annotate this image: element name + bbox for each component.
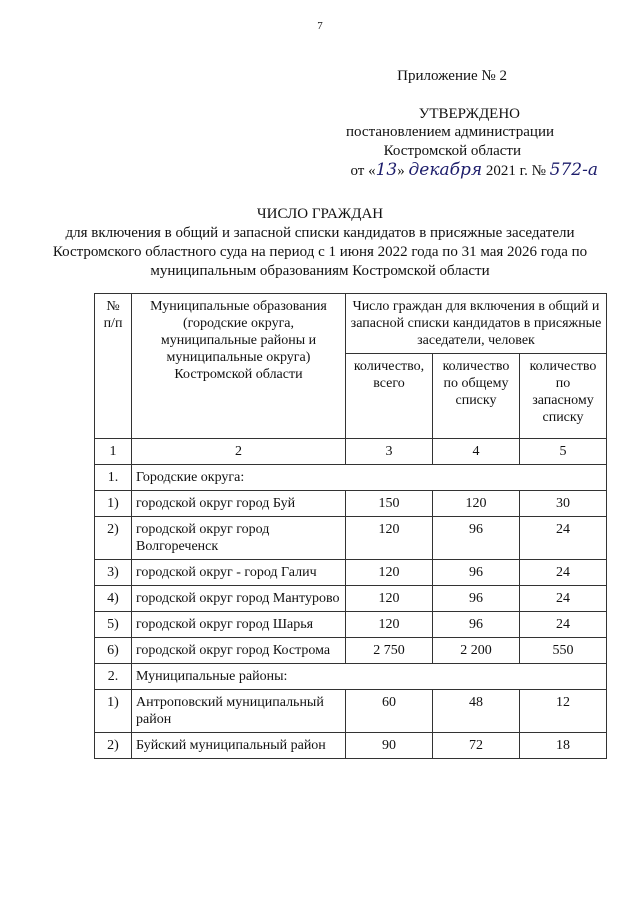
- row-total: 120: [346, 517, 433, 560]
- table-header-row: [95, 294, 607, 354]
- row-name: городской округ - город Галич: [132, 560, 346, 586]
- header-total: количество, всего: [346, 354, 433, 439]
- approved-heading: УТВЕРЖДЕНО: [418, 106, 520, 122]
- row-total: 90: [346, 733, 433, 759]
- date-mid: »: [397, 163, 405, 179]
- row-no: 2): [95, 733, 132, 759]
- row-general: 96: [433, 517, 520, 560]
- municipal-district-rows: [95, 690, 607, 759]
- page-number: 7: [317, 20, 323, 32]
- row-general: 48: [433, 690, 520, 733]
- row-no: 1): [95, 690, 132, 733]
- table-row: [95, 612, 607, 638]
- row-total: 120: [346, 560, 433, 586]
- section-no: 1.: [95, 465, 132, 491]
- header-no: № п/п: [95, 294, 132, 439]
- row-general: 96: [433, 560, 520, 586]
- table-row: [95, 491, 607, 517]
- table-row: [95, 586, 607, 612]
- section-label: Городские округа:: [132, 465, 607, 491]
- date-year: 2021 г. №: [485, 163, 546, 179]
- row-no: 4): [95, 586, 132, 612]
- document-title: ЧИСЛО ГРАЖДАН: [256, 206, 384, 222]
- row-name: Антроповский муниципальный район: [132, 690, 346, 733]
- decree-line-2: Костромской области: [383, 143, 521, 159]
- row-total: 60: [346, 690, 433, 733]
- decree-number: 572-а: [549, 160, 598, 180]
- section-row: [95, 465, 607, 491]
- document-title-block: [40, 205, 600, 281]
- section-no: 2.: [95, 664, 132, 690]
- header-municipality: Муниципальные образования (городские округа, муниципальные районы и муниципальные округа) Костромской области: [132, 294, 346, 439]
- row-general: 72: [433, 733, 520, 759]
- row-total: 120: [346, 612, 433, 638]
- row-reserve: 24: [520, 560, 607, 586]
- header-group: Число граждан для включения в общий и запасной списки кандидатов в присяжные заседатели, человек: [346, 294, 607, 354]
- row-total: 150: [346, 491, 433, 517]
- decree-line-1: постановлением администрации: [346, 124, 554, 140]
- column-number: 5: [520, 439, 607, 465]
- row-name: городской округ город Кострома: [132, 638, 346, 664]
- row-reserve: 12: [520, 690, 607, 733]
- row-reserve: 24: [520, 586, 607, 612]
- row-general: 2 200: [433, 638, 520, 664]
- row-total: 2 750: [346, 638, 433, 664]
- row-reserve: 24: [520, 612, 607, 638]
- row-reserve: 550: [520, 638, 607, 664]
- decree-date-line: [351, 160, 599, 181]
- row-no: 3): [95, 560, 132, 586]
- row-reserve: 30: [520, 491, 607, 517]
- row-name: Буйский муниципальный район: [132, 733, 346, 759]
- row-general: 96: [433, 586, 520, 612]
- date-day: 13: [375, 160, 398, 180]
- row-total: 120: [346, 586, 433, 612]
- table-row: [95, 517, 607, 560]
- row-reserve: 18: [520, 733, 607, 759]
- appendix-label: Приложение № 2: [397, 68, 507, 84]
- row-no: 1): [95, 491, 132, 517]
- row-general: 120: [433, 491, 520, 517]
- row-name: городской округ город Мантурово: [132, 586, 346, 612]
- row-reserve: 24: [520, 517, 607, 560]
- column-number: 3: [346, 439, 433, 465]
- column-number: 4: [433, 439, 520, 465]
- column-number-row: [95, 439, 607, 465]
- row-no: 2): [95, 517, 132, 560]
- row-no: 6): [95, 638, 132, 664]
- section-label: Муниципальные районы:: [132, 664, 607, 690]
- date-prefix: от «: [350, 163, 376, 179]
- row-name: городской округ город Волгореченск: [132, 517, 346, 560]
- citizens-table: [94, 293, 607, 759]
- row-name: городской округ город Шарья: [132, 612, 346, 638]
- table-row: [95, 638, 607, 664]
- row-general: 96: [433, 612, 520, 638]
- column-number: 1: [95, 439, 132, 465]
- table-row: [95, 733, 607, 759]
- document-subtitle: для включения в общий и запасной списки кандидатов в присяжные заседатели Костромского областного суда на период с 1 июня 2022 года по 31 мая 2026 года по муниципальным образованиям Костромской области: [52, 225, 588, 279]
- row-no: 5): [95, 612, 132, 638]
- city-district-rows: [95, 491, 607, 664]
- table-row: [95, 560, 607, 586]
- table-row: [95, 690, 607, 733]
- header-reserve: количество по запасному списку: [520, 354, 607, 439]
- header-general: количество по общему списку: [433, 354, 520, 439]
- column-number: 2: [132, 439, 346, 465]
- section-row: [95, 664, 607, 690]
- row-name: городской округ город Буй: [132, 491, 346, 517]
- date-month: декабря: [408, 160, 483, 180]
